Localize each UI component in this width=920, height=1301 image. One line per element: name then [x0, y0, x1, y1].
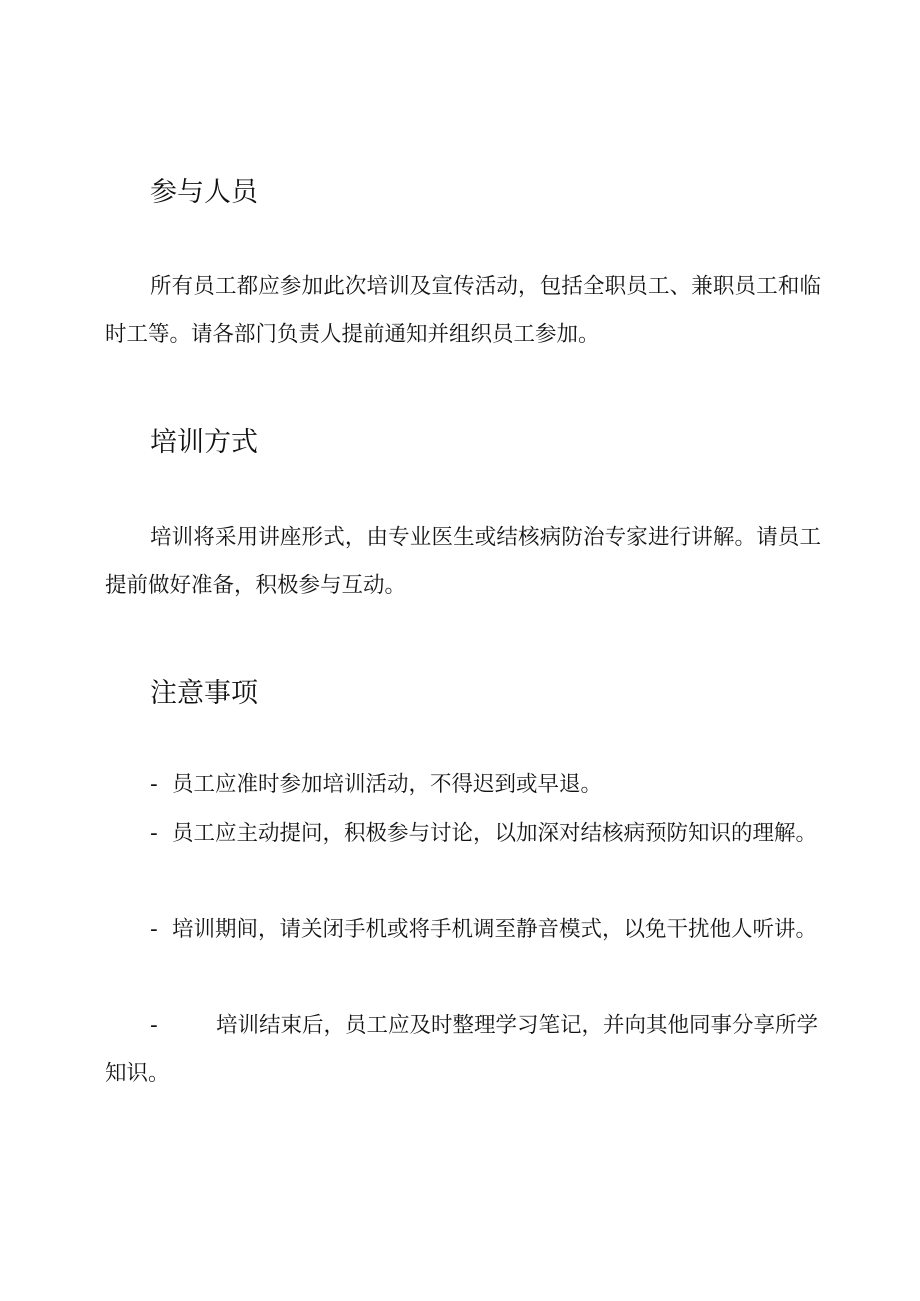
section-heading-notes: 注意事项 — [150, 678, 258, 709]
section-body-participants: 所有员工都应参加此次培训及宣传活动，包括全职员工、兼职员工和临时工等。请各部门负责人提前通知并组织员工参加。 — [105, 274, 821, 347]
list-dash: - — [150, 1013, 158, 1038]
list-item-text: 员工应主动提问，积极参与讨论，以加深对结核病预防知识的理解。 — [172, 821, 818, 846]
list-dash: - — [150, 821, 158, 846]
section-heading-training-method: 培训方式 — [150, 427, 258, 458]
section-heading-participants: 参与人员 — [150, 177, 258, 208]
notes-list-item — [105, 810, 821, 858]
section-body-training-method: 培训将采用讲座形式，由专业医生或结核病防治专家进行讲解。请员工提前做好准备，积极参与互动。 — [105, 525, 821, 598]
notes-list-item — [105, 906, 821, 954]
list-item-text: 培训结束后，员工应及时整理学习笔记，并向其他同事分享所学知识。 — [105, 1013, 819, 1086]
notes-list-item — [105, 1002, 821, 1098]
list-item-text: 员工应准时参加培训活动，不得迟到或早退。 — [172, 772, 603, 797]
list-item-text: 培训期间，请关闭手机或将手机调至静音模式，以免干扰他人听讲。 — [172, 917, 818, 942]
list-dash: - — [150, 917, 158, 942]
list-dash: - — [150, 772, 158, 797]
notes-list-item — [105, 761, 821, 809]
